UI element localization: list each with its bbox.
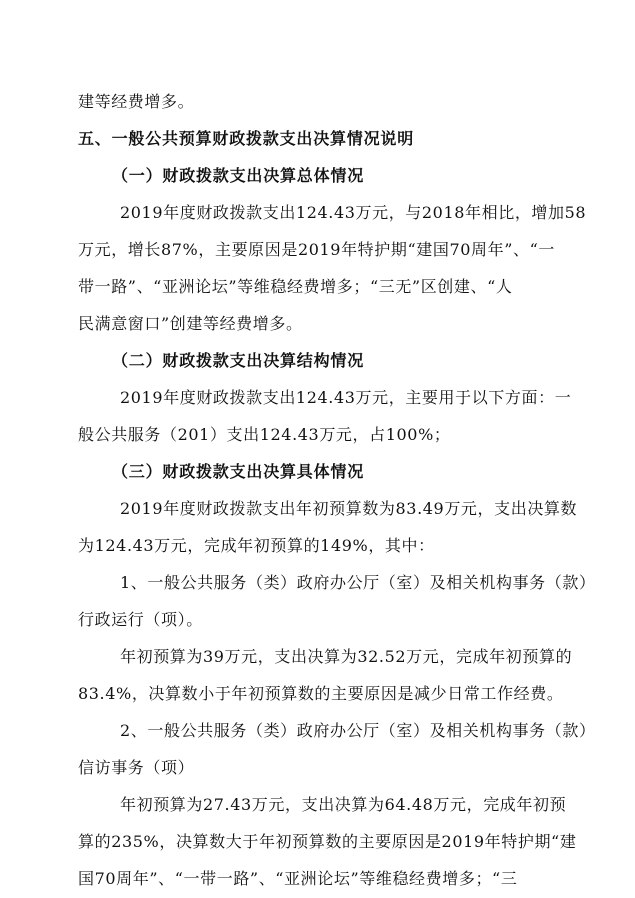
paragraph-line: 般公共服务（201）支出124.43万元，占100%；	[78, 425, 451, 444]
paragraph-line: 国70周年”、“一带一路”、“亚洲论坛”等维稳经费增多；“三	[78, 869, 518, 888]
paragraph-line: 行政运行（项）。	[78, 610, 203, 629]
paragraph-line: 为124.43万元，完成年初预算的149%，其中：	[78, 536, 435, 555]
paragraph-line: 2019年度财政拨款支出年初预算数为83.49万元，支出决算数	[120, 499, 578, 518]
paragraph-line: 建等经费增多。	[78, 92, 195, 111]
paragraph-line: 2019年度财政拨款支出124.43万元，主要用于以下方面：一	[120, 388, 572, 407]
subsection-heading: （二）财政拨款支出决算结构情况	[112, 351, 365, 370]
paragraph-line: 2、一般公共服务（类）政府办公厅（室）及相关机构事务（款）	[120, 721, 596, 740]
paragraph-line: 算的235%，决算数大于年初预算数的主要原因是2019年特护期“建	[78, 832, 577, 851]
subsection-heading: （三）财政拨款支出决算具体情况	[112, 462, 365, 481]
paragraph-line: 带一路”、“亚洲论坛”等维稳经费增多；“三无”区创建、“人	[78, 277, 513, 296]
section-heading: 五、一般公共预算财政拨款支出决算情况说明	[78, 129, 415, 148]
paragraph-line: 万元，增长87%，主要原因是2019年特护期“建国70周年”、“一	[78, 240, 555, 259]
paragraph-line: 年初预算为39万元，支出决算为32.52万元，完成年初预算的	[120, 647, 573, 666]
paragraph-line: 83.4%，决算数小于年初预算数的主要原因是减少日常工作经费。	[78, 684, 564, 703]
paragraph-line: 信访事务（项）	[78, 758, 195, 777]
paragraph-line: 民满意窗口”创建等经费增多。	[78, 314, 303, 333]
paragraph-line: 1、一般公共服务（类）政府办公厅（室）及相关机构事务（款）	[120, 573, 596, 592]
paragraph-line: 2019年度财政拨款支出124.43万元，与2018年相比，增加58	[120, 203, 587, 222]
paragraph-line: 年初预算为27.43万元，支出决算为64.48万元，完成年初预	[120, 795, 567, 814]
subsection-heading: （一）财政拨款支出决算总体情况	[112, 166, 365, 185]
